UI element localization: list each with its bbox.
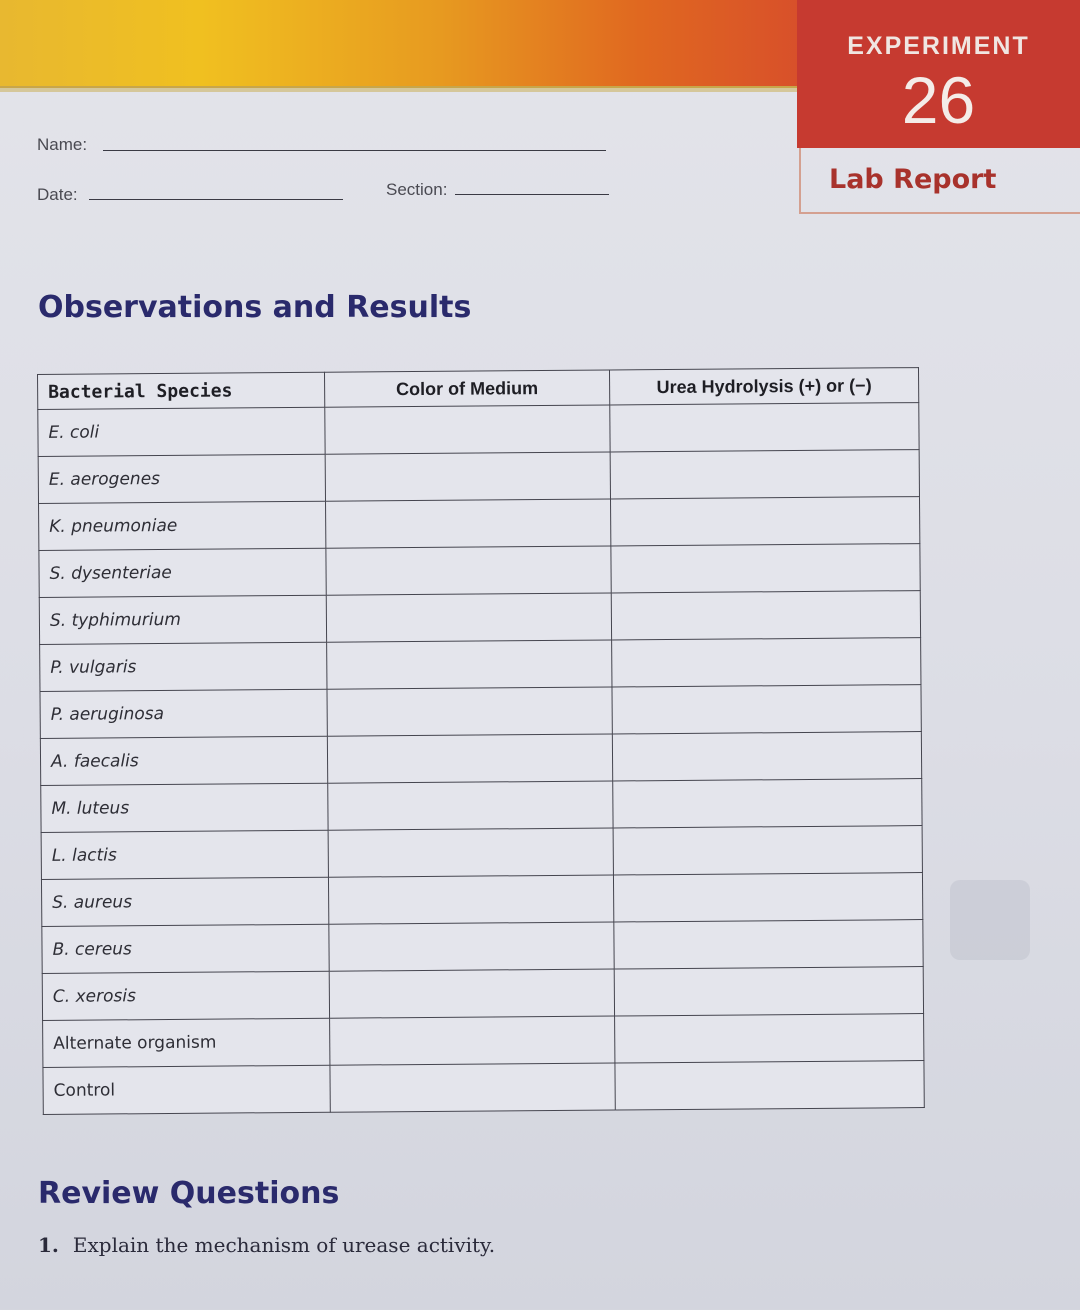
species-cell: L. lactis bbox=[41, 830, 328, 879]
section-label: Section: bbox=[386, 180, 448, 199]
review-title: Review Questions bbox=[38, 1176, 340, 1211]
color-cell[interactable] bbox=[326, 593, 611, 642]
species-cell: S. typhimurium bbox=[39, 595, 326, 644]
color-cell[interactable] bbox=[325, 452, 610, 501]
color-cell[interactable] bbox=[329, 969, 614, 1018]
species-cell: K. pneumoniae bbox=[39, 501, 326, 550]
urea-cell[interactable] bbox=[614, 967, 923, 1016]
color-cell[interactable] bbox=[328, 875, 613, 924]
color-cell[interactable] bbox=[328, 781, 613, 830]
lab-report-badge bbox=[799, 148, 1080, 214]
urea-cell[interactable] bbox=[614, 920, 923, 969]
experiment-badge bbox=[797, 0, 1080, 148]
species-cell: A. faecalis bbox=[40, 736, 327, 785]
table-row bbox=[38, 450, 919, 504]
species-cell: M. luteus bbox=[41, 783, 328, 832]
table-row bbox=[38, 403, 919, 457]
color-cell[interactable] bbox=[325, 405, 610, 454]
color-cell[interactable] bbox=[330, 1016, 615, 1065]
species-cell: P. aeruginosa bbox=[40, 689, 327, 738]
color-cell[interactable] bbox=[329, 922, 614, 971]
header-divider bbox=[0, 88, 800, 92]
color-cell[interactable] bbox=[330, 1063, 615, 1112]
table-row bbox=[43, 1061, 924, 1115]
species-cell: C. xerosis bbox=[42, 971, 329, 1020]
date-label: Date: bbox=[37, 185, 78, 204]
color-cell[interactable] bbox=[327, 734, 612, 783]
species-cell: S. aureus bbox=[41, 877, 328, 926]
table-row bbox=[41, 779, 922, 833]
table-row bbox=[40, 685, 921, 739]
color-cell[interactable] bbox=[327, 640, 612, 689]
urea-cell[interactable] bbox=[613, 779, 922, 828]
urea-cell[interactable] bbox=[613, 826, 922, 875]
species-cell: Alternate organism bbox=[43, 1018, 330, 1067]
species-cell: E. aerogenes bbox=[38, 454, 325, 503]
name-label: Name: bbox=[37, 135, 88, 154]
table-row bbox=[42, 920, 923, 974]
experiment-number: 26 bbox=[901, 63, 976, 137]
results-table bbox=[37, 367, 925, 1115]
name-field[interactable] bbox=[103, 150, 606, 151]
urea-cell[interactable] bbox=[610, 497, 919, 546]
table-row bbox=[40, 638, 921, 692]
column-header-urea: Urea Hydrolysis (+) or (−) bbox=[609, 368, 918, 405]
experiment-label: EXPERIMENT bbox=[847, 32, 1030, 60]
species-cell: B. cereus bbox=[42, 924, 329, 973]
table-row bbox=[39, 497, 920, 551]
section-field[interactable] bbox=[455, 194, 609, 195]
lab-report-label: Lab Report bbox=[829, 164, 997, 195]
color-cell[interactable] bbox=[326, 546, 611, 595]
urea-cell[interactable] bbox=[610, 450, 919, 499]
urea-cell[interactable] bbox=[615, 1061, 924, 1110]
urea-cell[interactable] bbox=[612, 638, 921, 687]
review-question bbox=[38, 1233, 495, 1257]
species-cell: P. vulgaris bbox=[40, 642, 327, 691]
color-cell[interactable] bbox=[328, 828, 613, 877]
question-number: 1. bbox=[38, 1233, 59, 1257]
background-graphic bbox=[950, 880, 1030, 960]
urea-cell[interactable] bbox=[611, 591, 920, 640]
table-row bbox=[43, 1014, 924, 1068]
urea-cell[interactable] bbox=[611, 544, 920, 593]
header-banner bbox=[0, 0, 800, 89]
urea-cell[interactable] bbox=[613, 873, 922, 922]
table-row bbox=[41, 873, 922, 927]
observations-title: Observations and Results bbox=[38, 290, 472, 325]
species-cell: Control bbox=[43, 1065, 330, 1114]
urea-cell[interactable] bbox=[612, 685, 921, 734]
date-field[interactable] bbox=[89, 199, 343, 200]
question-text: Explain the mechanism of urease activity. bbox=[72, 1233, 496, 1257]
table-row bbox=[39, 544, 920, 598]
species-cell: S. dysenteriae bbox=[39, 548, 326, 597]
species-cell: E. coli bbox=[38, 407, 325, 456]
table-row bbox=[40, 732, 921, 786]
table-row bbox=[42, 967, 923, 1021]
column-header-species: Bacterial Species bbox=[38, 372, 325, 409]
table-row bbox=[41, 826, 922, 880]
urea-cell[interactable] bbox=[612, 732, 921, 781]
color-cell[interactable] bbox=[327, 687, 612, 736]
table-row bbox=[39, 591, 920, 645]
urea-cell[interactable] bbox=[615, 1014, 924, 1063]
color-cell[interactable] bbox=[326, 499, 611, 548]
urea-cell[interactable] bbox=[610, 403, 919, 452]
column-header-color: Color of Medium bbox=[324, 370, 609, 407]
